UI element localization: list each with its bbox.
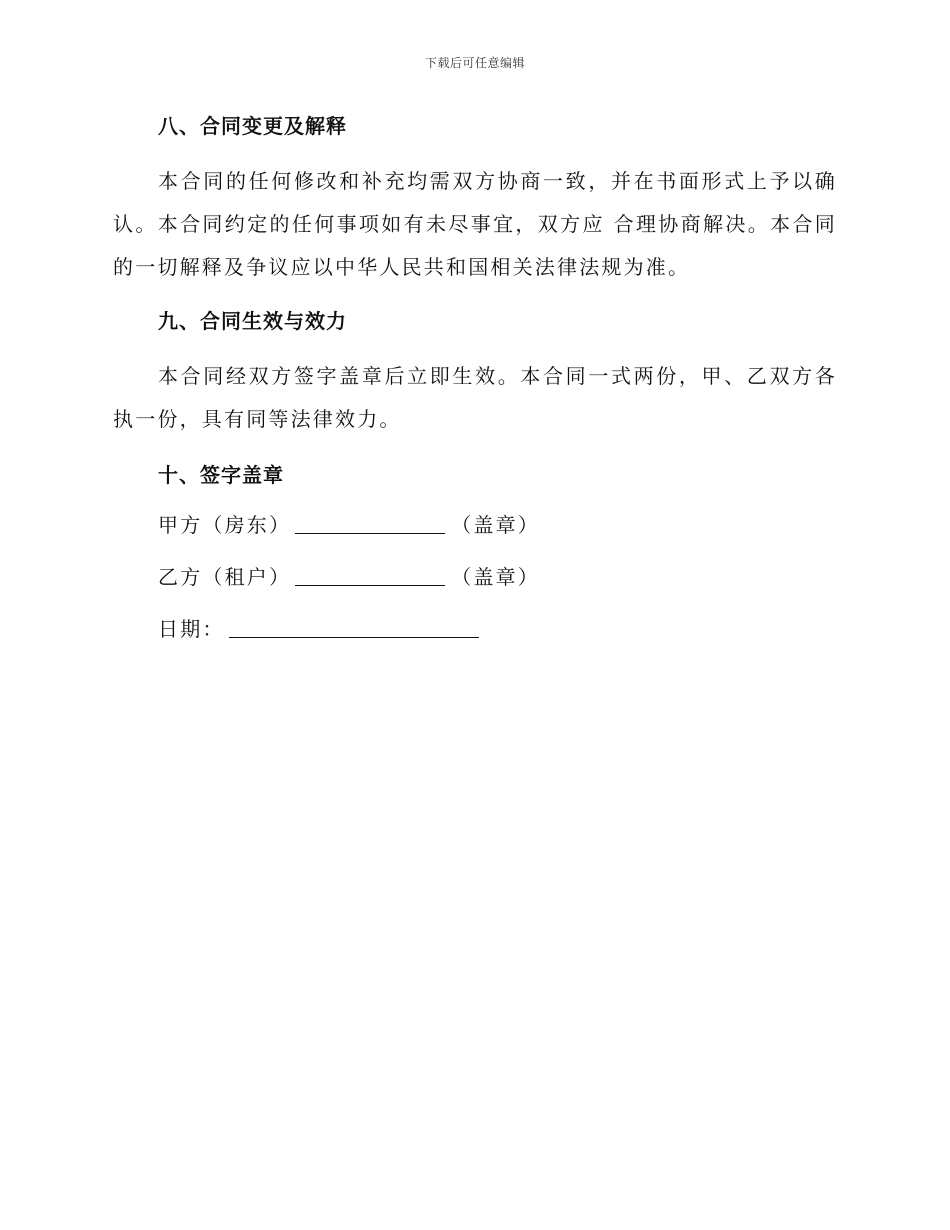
section-10-heading: 十、签字盖章 — [158, 463, 284, 487]
date-line — [113, 613, 837, 645]
document-body — [113, 110, 837, 645]
party-b-signature-line — [113, 561, 837, 593]
party-b-seal-label: （盖章） — [451, 565, 541, 589]
section-9-paragraph: 本合同经双方签字盖章后立即生效。本合同一式两份，甲、乙双方各执一份，具有同等法律效力。 — [113, 364, 837, 431]
party-b-label: 乙方（租户） — [158, 565, 292, 589]
date-blank[interactable] — [229, 617, 479, 638]
party-a-signature-line — [113, 509, 837, 541]
section-9-heading: 九、合同生效与效力 — [158, 309, 347, 333]
header-note: 下载后可任意编辑 — [424, 56, 525, 70]
party-a-signature-blank[interactable] — [295, 513, 445, 534]
section-8-paragraph: 本合同的任何修改和补充均需双方协商一致，并在书面形式上予以确认。本合同约定的任何事项如有未尽事宜，双方应 合理协商解决。本合同的一切解释及争议应以中华人民共和国相关法律法规为准。 — [113, 169, 837, 279]
party-a-label: 甲方（房东） — [158, 513, 292, 537]
date-label: 日期： — [158, 617, 225, 641]
party-a-seal-label: （盖章） — [451, 513, 541, 537]
section-8-heading: 八、合同变更及解释 — [158, 114, 347, 138]
party-b-signature-blank[interactable] — [295, 565, 445, 586]
